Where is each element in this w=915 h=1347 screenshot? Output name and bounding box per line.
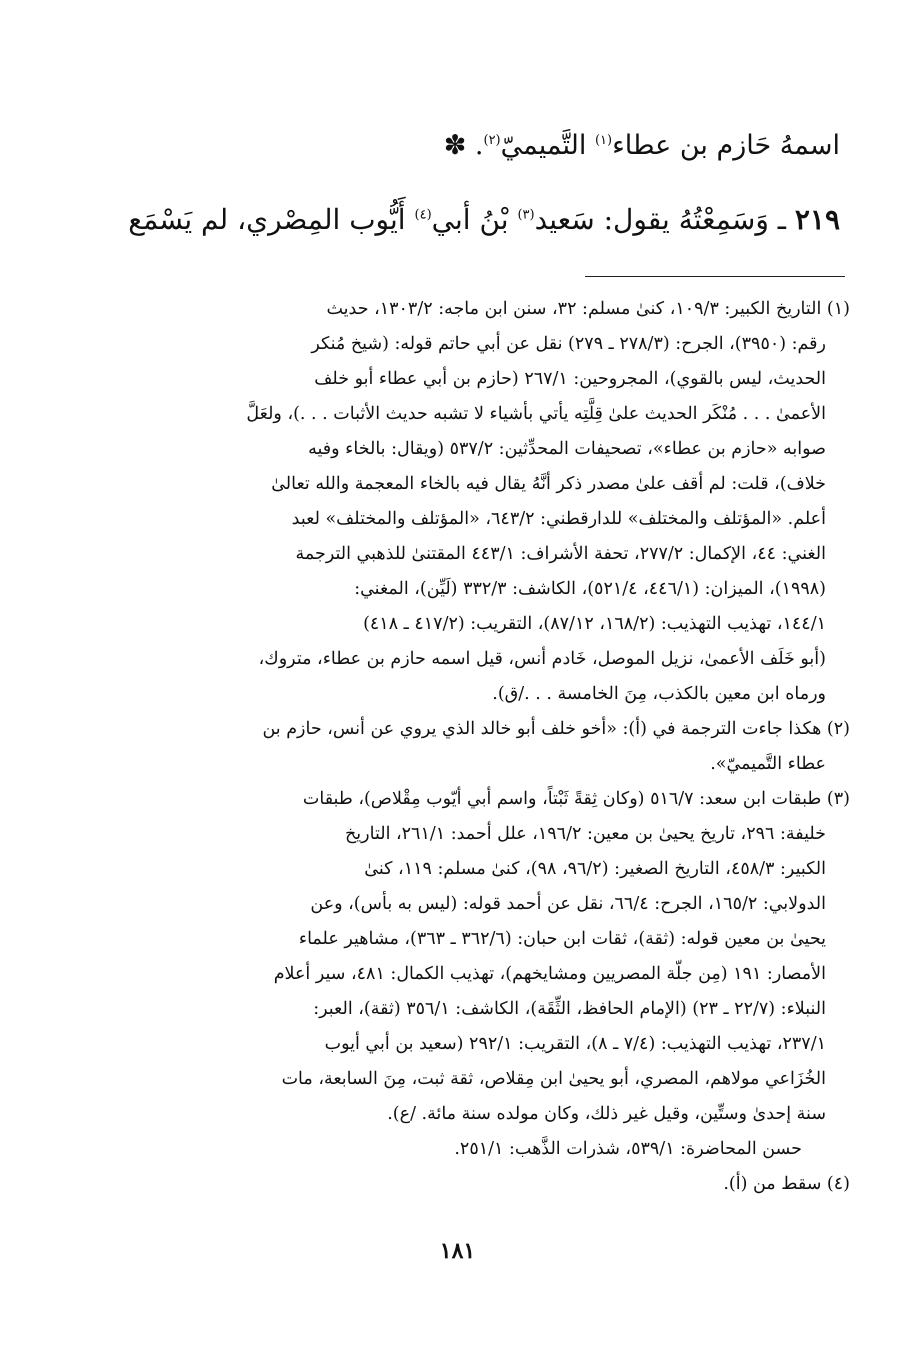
main-text-segment: أَيُّوب المِصْري، لم يَسْمَع [128,203,415,236]
footnote-line: ٢٣٧/١، تهذيب التهذيب: (٧/٤ ـ ٨)، التقريب: ٢٩٢/١ (سعيد بن أبي أيوب [324,1034,826,1054]
footnote-line: الحديث، ليس بالقوي)، المجروحين: ٢٦٧/١ (حازم بن أبي عطاء أبو خلف [314,369,826,389]
line-end-mark: . ✽ [443,130,484,161]
footnote-2 [150,712,850,782]
footnote-line: (١٩٩٨)، الميزان: (٤٤٦/١، ٥٢١/٤)، الكاشف: ٣٣٢/٣ (لَيِّن)، المغني: [354,579,826,599]
footnote-line: (٣) طبقات ابن سعد: ٥١٦/٧ (وكان ثِقةً ثَبْتاً، واسم أبي أيّوب مِقْلاص)، طبقات [302,789,850,809]
footnotes-section [150,292,850,1202]
entry-number: ٢١٩ [794,203,840,236]
footnote-line: حسن المحاضرة: ٥٣٩/١، شذرات الذَّهب: ٢٥١/١. [454,1139,802,1159]
footnote-line: يحيىٰ بن معين قوله: (ثقة)، ثقات ابن حبان: (٣٦٢/٦ ـ ٣٦٣)، مشاهير علماء [298,929,826,949]
footnote-line: الغني: ٤٤، الإكمال: ٢٧٧/٢، تحفة الأشراف: ٤٤٣/١ المقتنىٰ للذهبي الترجمة [295,544,826,564]
footnote-line: ورماه ابن معين بالكذب، مِنَ الخامسة . . ./ق). [492,684,826,704]
footnote-line: (٤) سقط من (أ). [723,1174,850,1194]
footnote-1 [150,292,850,712]
footnote-line: صوابه «حازم بن عطاء»، تصحيفات المحدِّثين: ٥٣٧/٢ (ويقال: بالخاء وفيه [308,439,826,459]
footnote-4 [150,1167,850,1202]
narrator-name-text: اسمهُ حَازم بن عطاء [612,130,840,161]
footnote-marker-4[interactable]: (٤) [414,207,432,223]
footnote-line: الدولابي: ١٦٥/٢، الجرح: ٦٦/٤، نقل عن أحمد قوله: (ليس به بأس)، وعن [310,894,826,914]
footnote-line: خليفة: ٢٩٦، تاريخ يحيىٰ بن معين: ١٩٦/٢، علل أحمد: ٢٦١/١، التاريخ [345,824,826,844]
main-text-line-2 [128,200,840,240]
main-text-line-1 [444,126,840,166]
footnote-marker-3[interactable]: (٣) [517,207,535,223]
footnote-3 [150,782,850,1167]
footnote-line: الكبير: ٤٥٨/٣، التاريخ الصغير: (٩٦/٢، ٩٨)، كنىٰ مسلم: ١١٩، كنىٰ [364,859,826,879]
footnote-line: رقم: (٣٩٥٠)، الجرح: (٢٧٨/٣ ـ ٢٧٩) نقل عن أبي حاتم قوله: (شيخ مُنكر [311,334,826,354]
footnote-line: الخُزَاعي مولاهم، المصري، أبو يحيىٰ ابن مِقلاص، ثقة ثبت، مِنَ السابعة، مات [281,1069,826,1089]
footnote-line: النبلاء: (٢٢/٧ ـ ٢٣) (الإمام الحافظ، الثِّقَة)، الكاشف: ٣٥٦/١ (ثقة)، العبر: [313,999,826,1019]
footnote-line: (أبو خَلَف الأعمىٰ، نزيل الموصل، خَادم أنس، قيل اسمه حازم بن عطاء، متروك، [258,649,826,669]
footnote-line: ١٤٤/١، تهذيب التهذيب: (١٦٨/٢، ٨٧/١٢)، التقريب: (٤١٧/٢ ـ ٤١٨) [363,614,826,634]
footnote-marker-2[interactable]: (٢) [483,133,501,148]
narrator-nisba-text: التَّميميّ [500,130,595,161]
footnote-marker-1[interactable]: (١) [594,133,613,148]
footnote-line: (٢) هكذا جاءت الترجمة في (أ): «أخو خلف أبو خالد الذي يروي عن أنس، حازم بن [262,719,850,739]
footnote-line: الأمصار: ١٩١ (مِن جلّة المصريين ومشايخهم)، تهذيب الكمال: ٤٨١، سير أعلام [273,964,826,984]
footnote-line: عطاء التَّميميّ». [710,754,826,774]
footnote-line: (١) التاريخ الكبير: ١٠٩/٣، كنىٰ مسلم: ٣٢، سنن ابن ماجه: ١٣٠٣/٢، حديث [326,299,850,319]
footnote-line: سنة إحدىٰ وستِّين، وقيل غير ذلك، وكان مولده سنة مائة. /ع). [387,1104,826,1124]
footnote-line: أعلم. «المؤتلف والمختلف» للدارقطني: ٦٤٣/٢، «المؤتلف والمختلف» لعبد [291,509,826,529]
footnote-line: خلاف)، قلت: لم أقف علىٰ مصدر ذكر أنَّهُ يقال فيه بالخاء المعجمة والله تعالىٰ [271,474,826,494]
main-text-segment: ـ وَسَمِعْتُهُ يقول: سَعيد [534,203,795,236]
footnote-line: الأعمىٰ . . . مُنْكَر الحديث علىٰ قِلَّتِه يأتي بأشياء لا تشبه حديث الأثبات . . .)، ولعَلَّ [246,404,826,424]
main-text-segment: بْنُ أبي [431,203,518,236]
page-number: ١٨١ [439,1238,476,1264]
footnote-separator-rule [585,276,845,277]
